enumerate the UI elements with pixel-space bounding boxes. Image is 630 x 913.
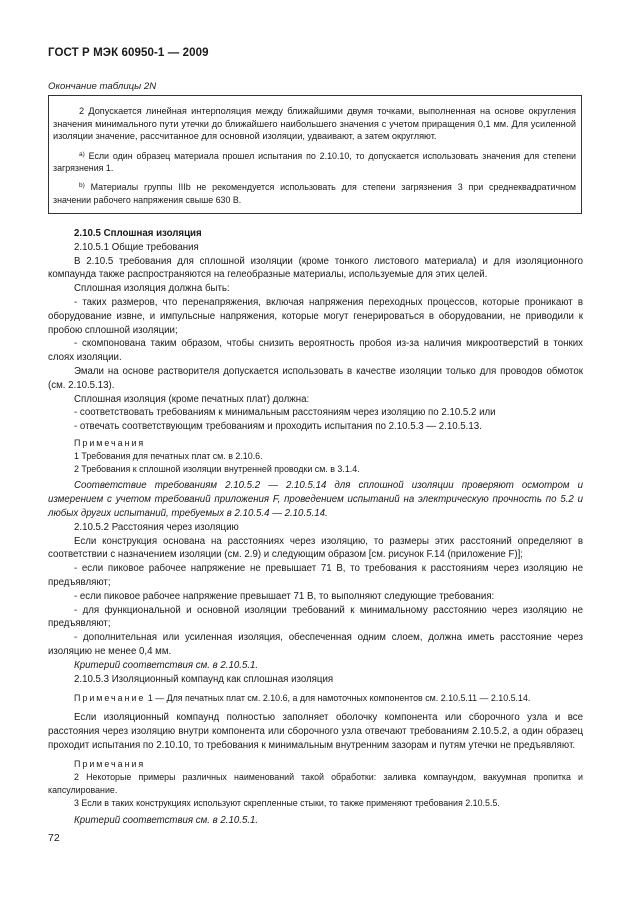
paragraph: Если конструкция основана на расстояниях через изоляцию, то размеры этих расстояний определяют в соответствии с назначением изоляции (см. 2.9) и следующим образом [см. рисунок F.14 (приложение F)]; xyxy=(48,535,583,561)
compliance-criterion-2: Критерий соответствия см. в 2.10.5.1. xyxy=(74,814,259,826)
heading-2-10-5: 2.10.5 Сплошная изоляция xyxy=(74,228,202,239)
document-header: ГОСТ Р МЭК 60950-1 — 2009 xyxy=(48,47,209,59)
paragraph: Если изоляционный компаунд полностью заполняет оболочку компонента или сборочного узла и все расстояния через изоляцию внутри компонента или сборочного узла отвечают требованиям 2.10.5.2, а один образец проходит испытания по 2.10.10, то требования к минимальным внутренним зазорам и путям утечки не предъявляют. xyxy=(48,712,583,751)
compliance-criterion-1: Критерий соответствия см. в 2.10.5.1. xyxy=(74,659,259,671)
main-content xyxy=(48,227,583,827)
notes-heading: Примечания xyxy=(74,437,146,448)
footnote-a-mark: a) xyxy=(79,150,85,158)
single-note xyxy=(48,692,583,705)
notes-heading: Примечания xyxy=(74,759,146,770)
footnote-a xyxy=(53,150,576,175)
list-item: - если пиковое рабочее напряжение превышает 71 В, то выполняют следующие требования: xyxy=(74,590,495,602)
paragraph: Эмали на основе растворителя допускается использовать в качестве изоляции только для проводов обмоток (см. 2.10.5.13). xyxy=(48,365,583,391)
footnote-a-text: Если один образец материала прошел испытания по 2.10.10, то допускается использовать значения для степени загрязнения 1. xyxy=(53,150,576,174)
paragraph: Сплошная изоляция должна быть: xyxy=(74,283,230,295)
compliance-paragraph: Соответствие требованиям 2.10.5.2 — 2.10.5.14 для сплошной изоляции проверяют осмотром и измерением с учетом требований приложения F, проведением испытаний на электрическую прочность по 5.2 и любых других испытаний, требуемых в 2.10.5.4 — 2.10.5.14. xyxy=(48,480,583,519)
footnote-b-mark: b) xyxy=(79,181,85,189)
paragraph: Сплошная изоляция (кроме печатных плат) должна: xyxy=(74,393,310,405)
heading-2-10-5-2: 2.10.5.2 Расстояния через изоляцию xyxy=(74,521,239,533)
list-item: - дополнительная или усиленная изоляция, обеспеченная одним слоем, должна иметь расстояние через изоляцию не менее 0,4 мм. xyxy=(48,632,583,657)
list-item: - скомпонована таким образом, чтобы снизить вероятность пробоя из-за наличия микроотверстий в тонких слоях изоляции. xyxy=(48,338,583,364)
list-item: - для функциональной и основной изоляции требований к минимальному расстоянию через изоляцию не предъявляют; xyxy=(48,604,583,630)
list-item: - отвечать соответствующим требованиям и проходить испытания по 2.10.5.3 — 2.10.5.13. xyxy=(74,421,482,433)
single-note-text: 1 — Для печатных плат см. 2.10.6, а для намоточных компонентов см. 2.10.5.11 — 2.10.5.14. xyxy=(147,693,531,704)
note-2: 2 Требования к сплошной изоляции внутренней проводки см. в 3.1.4. xyxy=(74,463,360,474)
footnote-b xyxy=(53,181,576,206)
footnote-b-text: Материалы группы IIIb не рекомендуется использовать для степени загрязнения 3 при среднеквадратичном значении рабочего напряжения свыше 630 В. xyxy=(53,181,577,205)
note-3: 2 Некоторые примеры различных наименований такой обработки: заливка компаундом, вакуумная пропитка и капсулирование. xyxy=(48,772,583,796)
list-item: - соответствовать требованиям к минимальным расстояниям через изоляцию по 2.10.5.2 или xyxy=(74,407,496,419)
paragraph: В 2.10.5 требования для сплошной изоляции (кроме тонкого листового материала) и для изоляционного компаунда также распространяются на гелеобразные материалы, используемые для этих целей. xyxy=(48,255,583,281)
single-note-heading: Примечание xyxy=(74,693,146,704)
table-note-box xyxy=(48,95,582,214)
heading-2-10-5-3: 2.10.5.3 Изоляционный компаунд как сплошная изоляция xyxy=(74,673,334,685)
heading-2-10-5-1: 2.10.5.1 Общие требования xyxy=(74,241,199,253)
page-number: 72 xyxy=(48,832,60,844)
list-item: - если пиковое рабочее напряжение не превышает 71 В, то требования к расстояниям через изоляцию не предъявляют; xyxy=(48,563,583,588)
table-note-2: 2 Допускается линейная интерполяция между ближайшими двумя точками, выполненная на основе округления значения минимального пути утечки до ближайшего наибольшего значения с учетом приращения 0,1 мм. Для усиленной изоляции значение, рассчитанное для основной изоляции, удваивают, а затем округляют. xyxy=(53,106,576,142)
list-item: - таких размеров, что перенапряжения, включая напряжения переходных процессов, которые проникают в оборудование извне, и импульсные напряжения, которые могут генерироваться в оборудовании, не приводили к пробою сплошной изоляции; xyxy=(48,296,583,336)
note-4: 3 Если в таких конструкциях используют скрепленные стыки, то также применяют требования 2.10.5.5. xyxy=(74,797,500,808)
table-continuation-label: Окончание таблицы 2N xyxy=(48,81,157,92)
note-1: 1 Требования для печатных плат см. в 2.10.6. xyxy=(74,450,263,461)
